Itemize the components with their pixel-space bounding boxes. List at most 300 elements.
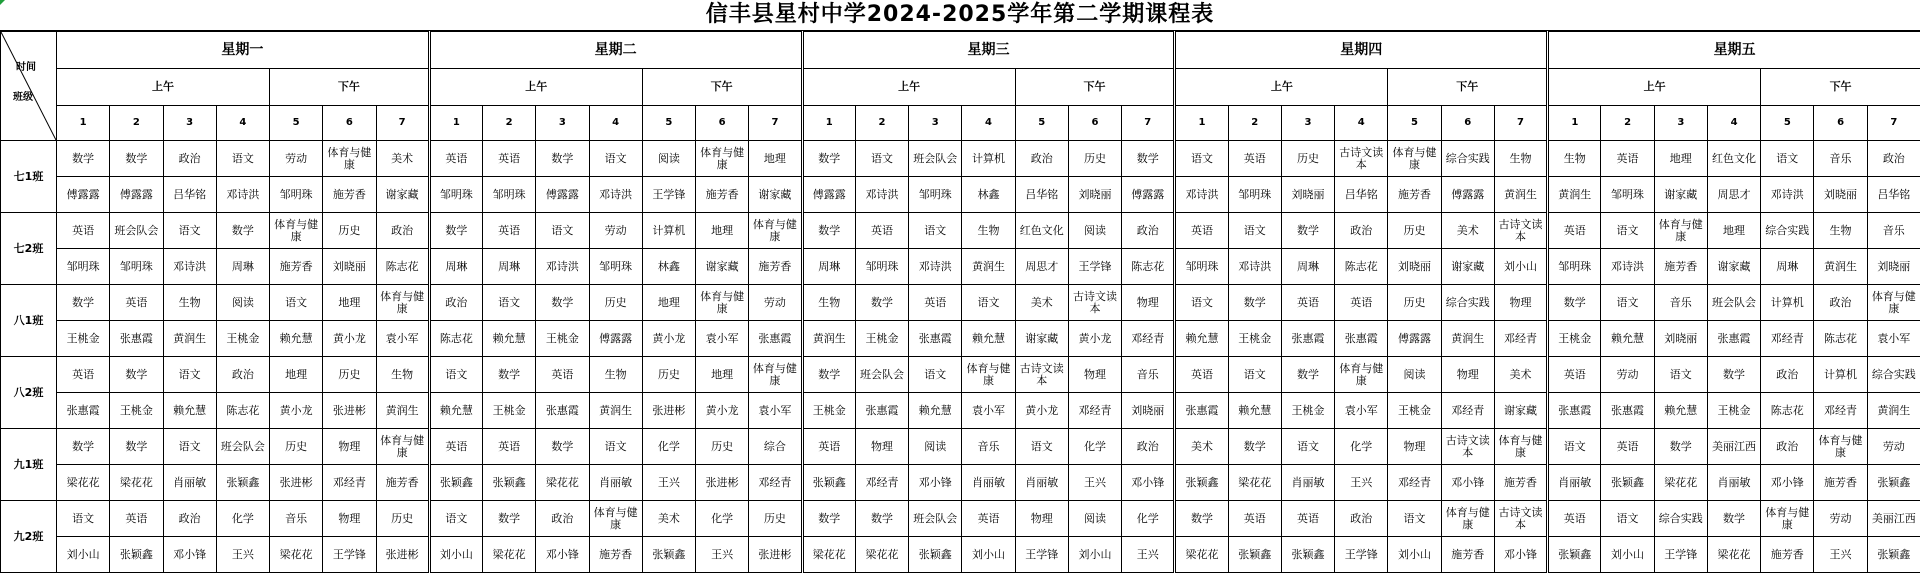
- teacher-cell: 黄润生: [1548, 177, 1601, 213]
- teacher-cell: 邹明珠: [270, 177, 323, 213]
- teacher-cell: 王桃金: [1388, 393, 1441, 429]
- teacher-cell: 邓诗洪: [536, 249, 589, 285]
- subject-cell: 政治: [1867, 141, 1920, 177]
- subject-cell: 计算机: [1814, 357, 1867, 393]
- afternoon-header: 下午: [270, 69, 430, 106]
- class-label: 八1班: [1, 285, 57, 357]
- corner-diagonal: [1, 32, 56, 140]
- teacher-cell: 刘小山: [429, 537, 482, 573]
- afternoon-header: 下午: [1015, 69, 1175, 106]
- teacher-cell: 施芳香: [270, 249, 323, 285]
- period-number: 3: [536, 106, 589, 141]
- teacher-cell: 黄小龙: [1015, 393, 1068, 429]
- subject-cell: 数学: [483, 501, 536, 537]
- teacher-cell: 梁花花: [270, 537, 323, 573]
- subject-cell: 政治: [1015, 141, 1068, 177]
- subject-cell: 数学: [1281, 213, 1334, 249]
- subject-cell: 阅读: [1388, 357, 1441, 393]
- subject-cell: 计算机: [642, 213, 695, 249]
- teacher-cell: 施芳香: [1494, 465, 1547, 501]
- teacher-cell: 张颖鑫: [1601, 465, 1654, 501]
- period-number: 5: [1761, 106, 1814, 141]
- teacher-cell: 周思才: [1707, 177, 1760, 213]
- subject-cell: 数学: [1707, 501, 1760, 537]
- subject-cell: 劳动: [589, 213, 642, 249]
- teacher-cell: 张颖鑫: [1281, 537, 1334, 573]
- subject-cell: 物理: [1015, 501, 1068, 537]
- teacher-cell: 张惠霞: [536, 393, 589, 429]
- subject-cell: 班会队会: [855, 357, 908, 393]
- subject-cell: 语文: [909, 213, 962, 249]
- period-number: 7: [749, 106, 802, 141]
- teacher-cell: 施芳香: [589, 537, 642, 573]
- teacher-cell: 刘晓丽: [1281, 177, 1334, 213]
- subject-cell: 历史: [1388, 213, 1441, 249]
- subject-cell: 语文: [1601, 213, 1654, 249]
- teacher-cell: 邓诗洪: [909, 249, 962, 285]
- subject-cell: 美术: [1494, 357, 1547, 393]
- subject-cell: 体育与健康: [323, 141, 376, 177]
- teacher-cell: 邓小锋: [163, 537, 216, 573]
- teacher-cell: 袁小军: [696, 321, 749, 357]
- teacher-cell: 赖允慧: [163, 393, 216, 429]
- teacher-cell: 邓经青: [1814, 393, 1867, 429]
- teacher-cell: 张颖鑫: [1548, 537, 1601, 573]
- subject-cell: 阅读: [642, 141, 695, 177]
- subject-cell: 物理: [323, 501, 376, 537]
- subject-cell: 政治: [216, 357, 269, 393]
- subject-cell: 生物: [1814, 213, 1867, 249]
- subject-cell: 历史: [270, 429, 323, 465]
- sheet-title: [0, 0, 1920, 31]
- subject-cell: 数学: [802, 141, 855, 177]
- teacher-cell: 施芳香: [696, 177, 749, 213]
- subject-cell: 数学: [536, 429, 589, 465]
- subject-cell: 综合实践: [1654, 501, 1707, 537]
- teacher-cell: 黄润生: [376, 393, 429, 429]
- teacher-cell: 邹明珠: [429, 177, 482, 213]
- teacher-cell: 陈志花: [376, 249, 429, 285]
- subject-cell: 英语: [483, 429, 536, 465]
- teacher-cell: 谢家藏: [1441, 249, 1494, 285]
- subject-cell: 数学: [1281, 357, 1334, 393]
- teacher-cell: 谢家藏: [1494, 393, 1547, 429]
- teacher-cell: 赖允慧: [962, 321, 1015, 357]
- subject-cell: 体育与健康: [376, 285, 429, 321]
- subject-cell: 数学: [57, 285, 110, 321]
- subject-cell: 英语: [536, 357, 589, 393]
- teacher-cell: 王兴: [216, 537, 269, 573]
- teacher-cell: 陈志花: [1122, 249, 1175, 285]
- subject-cell: 语文: [163, 213, 216, 249]
- subject-cell: 综合实践: [1441, 285, 1494, 321]
- subject-cell: 生物: [1548, 141, 1601, 177]
- subject-cell: 体育与健康: [1441, 501, 1494, 537]
- teacher-cell: 王桃金: [1707, 393, 1760, 429]
- subject-cell: 语文: [163, 357, 216, 393]
- subject-cell: 政治: [1761, 429, 1814, 465]
- corner-class-label: 班级: [13, 92, 33, 103]
- class-label: 七2班: [1, 213, 57, 285]
- period-number: 2: [110, 106, 163, 141]
- subject-cell: 历史: [376, 501, 429, 537]
- teacher-cell: 邓经青: [323, 465, 376, 501]
- period-number: 2: [1601, 106, 1654, 141]
- subject-cell: 语文: [909, 357, 962, 393]
- teacher-cell: 张进彬: [749, 537, 802, 573]
- teacher-cell: 黄小龙: [270, 393, 323, 429]
- subject-cell: 体育与健康: [1654, 213, 1707, 249]
- subject-cell: 综合实践: [1441, 141, 1494, 177]
- subject-cell: 语文: [1228, 213, 1281, 249]
- subject-cell: 英语: [1228, 501, 1281, 537]
- period-number: 6: [696, 106, 749, 141]
- subject-cell: 语文: [1761, 141, 1814, 177]
- subject-cell: 数学: [1707, 357, 1760, 393]
- subject-cell: 音乐: [1654, 285, 1707, 321]
- subject-cell: 班会队会: [909, 501, 962, 537]
- period-number: 2: [483, 106, 536, 141]
- teacher-cell: 傅露露: [1441, 177, 1494, 213]
- teacher-cell: 刘晓丽: [1388, 249, 1441, 285]
- subject-cell: 语文: [429, 501, 482, 537]
- teacher-cell: 刘小山: [1388, 537, 1441, 573]
- teacher-cell: 邓诗洪: [855, 177, 908, 213]
- subject-cell: 政治: [1335, 501, 1388, 537]
- day-header: 星期二: [429, 32, 802, 69]
- teacher-cell: 邓经青: [749, 465, 802, 501]
- teacher-cell: 梁花花: [536, 465, 589, 501]
- subject-cell: 数学: [802, 213, 855, 249]
- teacher-cell: 林鑫: [642, 249, 695, 285]
- teacher-cell: 施芳香: [376, 465, 429, 501]
- afternoon-header: 下午: [1761, 69, 1920, 106]
- teacher-cell: 王学锋: [642, 177, 695, 213]
- subject-cell: 数学: [1122, 141, 1175, 177]
- subject-cell: 政治: [1122, 429, 1175, 465]
- teacher-cell: 邓经青: [1122, 321, 1175, 357]
- teacher-cell: 王兴: [1068, 465, 1121, 501]
- subject-cell: 历史: [589, 285, 642, 321]
- subject-cell: 语文: [1175, 285, 1228, 321]
- teacher-cell: 陈志花: [216, 393, 269, 429]
- subject-cell: 物理: [323, 429, 376, 465]
- subject-cell: 地理: [1707, 213, 1760, 249]
- subject-cell: 数学: [536, 141, 589, 177]
- teacher-cell: 王桃金: [536, 321, 589, 357]
- subject-cell: 英语: [802, 429, 855, 465]
- teacher-cell: 邹明珠: [1548, 249, 1601, 285]
- teacher-cell: 邓小锋: [909, 465, 962, 501]
- teacher-cell: 张惠霞: [749, 321, 802, 357]
- subject-cell: 英语: [429, 141, 482, 177]
- teacher-cell: 王兴: [1814, 537, 1867, 573]
- subject-cell: 美术: [1441, 213, 1494, 249]
- teacher-cell: 王桃金: [1548, 321, 1601, 357]
- teacher-cell: 刘小山: [1494, 249, 1547, 285]
- period-number: 5: [1388, 106, 1441, 141]
- teacher-cell: 邓诗洪: [1761, 177, 1814, 213]
- teacher-cell: 肖丽敏: [1707, 465, 1760, 501]
- subject-cell: 阅读: [1068, 501, 1121, 537]
- subject-cell: 体育与健康: [749, 213, 802, 249]
- subject-cell: 历史: [323, 213, 376, 249]
- subject-cell: 地理: [270, 357, 323, 393]
- subject-cell: 生物: [1494, 141, 1547, 177]
- subject-cell: 劳动: [270, 141, 323, 177]
- period-number: 5: [1015, 106, 1068, 141]
- teacher-cell: 陈志花: [429, 321, 482, 357]
- teacher-cell: 张颖鑫: [1867, 537, 1920, 573]
- subject-cell: 历史: [642, 357, 695, 393]
- teacher-cell: 张惠霞: [1548, 393, 1601, 429]
- teacher-cell: 刘晓丽: [1068, 177, 1121, 213]
- period-number: 4: [962, 106, 1015, 141]
- teacher-cell: 邹明珠: [855, 249, 908, 285]
- subject-cell: 体育与健康: [1388, 141, 1441, 177]
- teacher-cell: 邹明珠: [589, 249, 642, 285]
- period-number: 2: [855, 106, 908, 141]
- teacher-cell: 肖丽敏: [1015, 465, 1068, 501]
- subject-cell: 美术: [1015, 285, 1068, 321]
- teacher-cell: 赖允慧: [483, 321, 536, 357]
- teacher-cell: 邓经青: [855, 465, 908, 501]
- teacher-cell: 赖允慧: [1175, 321, 1228, 357]
- teacher-cell: 周琳: [1761, 249, 1814, 285]
- subject-cell: 英语: [483, 141, 536, 177]
- period-number: 2: [1228, 106, 1281, 141]
- class-label: 九1班: [1, 429, 57, 501]
- teacher-cell: 邹明珠: [483, 177, 536, 213]
- teacher-cell: 邹明珠: [110, 249, 163, 285]
- teacher-cell: 周思才: [1015, 249, 1068, 285]
- period-number: 6: [1068, 106, 1121, 141]
- teacher-cell: 梁花花: [483, 537, 536, 573]
- teacher-cell: 赖允慧: [1654, 393, 1707, 429]
- morning-header: 上午: [1548, 69, 1761, 106]
- subject-cell: 计算机: [962, 141, 1015, 177]
- subject-cell: 政治: [1335, 213, 1388, 249]
- subject-cell: 数学: [1228, 285, 1281, 321]
- teacher-cell: 王兴: [642, 465, 695, 501]
- teacher-cell: 邓小锋: [1494, 537, 1547, 573]
- subject-cell: 综合实践: [1761, 213, 1814, 249]
- teacher-cell: 周琳: [802, 249, 855, 285]
- subject-cell: 英语: [1175, 213, 1228, 249]
- teacher-cell: 王学锋: [323, 537, 376, 573]
- teacher-cell: 王桃金: [1281, 393, 1334, 429]
- teacher-cell: 傅露露: [1122, 177, 1175, 213]
- teacher-cell: 赖允慧: [909, 393, 962, 429]
- subject-cell: 历史: [749, 501, 802, 537]
- subject-cell: 美丽江西: [1867, 501, 1920, 537]
- subject-cell: 语文: [1601, 501, 1654, 537]
- teacher-cell: 张惠霞: [909, 321, 962, 357]
- period-number: 3: [1281, 106, 1334, 141]
- subject-cell: 体育与健康: [696, 285, 749, 321]
- subject-cell: 体育与健康: [696, 141, 749, 177]
- teacher-cell: 张惠霞: [855, 393, 908, 429]
- subject-cell: 英语: [1601, 429, 1654, 465]
- teacher-cell: 王学锋: [1015, 537, 1068, 573]
- subject-cell: 美术: [642, 501, 695, 537]
- teacher-cell: 袁小军: [1867, 321, 1920, 357]
- teacher-cell: 邓诗洪: [1175, 177, 1228, 213]
- subject-cell: 劳动: [1601, 357, 1654, 393]
- subject-cell: 综合: [749, 429, 802, 465]
- day-header: 星期三: [802, 32, 1175, 69]
- morning-header: 上午: [1175, 69, 1388, 106]
- teacher-cell: 张颖鑫: [483, 465, 536, 501]
- subject-cell: 语文: [855, 141, 908, 177]
- header-corner: [1, 32, 57, 141]
- teacher-cell: 邓小锋: [1441, 465, 1494, 501]
- teacher-cell: 张惠霞: [1335, 321, 1388, 357]
- period-number: 1: [429, 106, 482, 141]
- teacher-cell: 张惠霞: [1707, 321, 1760, 357]
- teacher-cell: 袁小军: [749, 393, 802, 429]
- teacher-cell: 施芳香: [749, 249, 802, 285]
- class-label: 九2班: [1, 501, 57, 573]
- teacher-cell: 梁花花: [1707, 537, 1760, 573]
- subject-cell: 红色文化: [1707, 141, 1760, 177]
- subject-cell: 物理: [1122, 285, 1175, 321]
- period-number: 7: [1867, 106, 1920, 141]
- subject-cell: 语文: [1228, 357, 1281, 393]
- teacher-cell: 黄小龙: [323, 321, 376, 357]
- teacher-cell: 谢家藏: [749, 177, 802, 213]
- teacher-cell: 梁花花: [1228, 465, 1281, 501]
- teacher-cell: 王桃金: [1228, 321, 1281, 357]
- teacher-cell: 王学锋: [1654, 537, 1707, 573]
- subject-cell: 英语: [110, 501, 163, 537]
- teacher-cell: 张颖鑫: [429, 465, 482, 501]
- subject-cell: 数学: [57, 429, 110, 465]
- teacher-cell: 肖丽敏: [1548, 465, 1601, 501]
- subject-cell: 综合实践: [1867, 357, 1920, 393]
- subject-cell: 英语: [483, 213, 536, 249]
- teacher-cell: 傅露露: [110, 177, 163, 213]
- teacher-cell: 肖丽敏: [163, 465, 216, 501]
- subject-cell: 政治: [163, 141, 216, 177]
- subject-cell: 化学: [1122, 501, 1175, 537]
- subject-cell: 美术: [376, 141, 429, 177]
- subject-cell: 数学: [110, 141, 163, 177]
- subject-cell: 英语: [57, 357, 110, 393]
- teacher-cell: 梁花花: [110, 465, 163, 501]
- teacher-cell: 陈志花: [1814, 321, 1867, 357]
- subject-cell: 地理: [1654, 141, 1707, 177]
- subject-cell: 语文: [483, 285, 536, 321]
- subject-cell: 语文: [589, 429, 642, 465]
- subject-cell: 历史: [1068, 141, 1121, 177]
- subject-cell: 语文: [216, 141, 269, 177]
- subject-cell: 数学: [855, 285, 908, 321]
- teacher-cell: 王兴: [696, 537, 749, 573]
- period-number: 6: [1814, 106, 1867, 141]
- teacher-cell: 梁花花: [855, 537, 908, 573]
- teacher-cell: 王桃金: [483, 393, 536, 429]
- subject-cell: 语文: [429, 357, 482, 393]
- subject-cell: 数学: [802, 501, 855, 537]
- subject-cell: 数学: [536, 285, 589, 321]
- teacher-cell: 张颖鑫: [110, 537, 163, 573]
- subject-cell: 数学: [855, 501, 908, 537]
- subject-cell: 数学: [1654, 429, 1707, 465]
- teacher-cell: 刘晓丽: [1867, 249, 1920, 285]
- subject-cell: 地理: [696, 357, 749, 393]
- teacher-cell: 黄润生: [802, 321, 855, 357]
- subject-cell: 地理: [642, 285, 695, 321]
- afternoon-header: 下午: [642, 69, 802, 106]
- teacher-cell: 邓经青: [1441, 393, 1494, 429]
- teacher-cell: 邹明珠: [1601, 177, 1654, 213]
- period-number: 3: [163, 106, 216, 141]
- teacher-cell: 王学锋: [1068, 249, 1121, 285]
- subject-cell: 体育与健康: [1761, 501, 1814, 537]
- period-number: 1: [57, 106, 110, 141]
- subject-cell: 英语: [1548, 357, 1601, 393]
- teacher-cell: 周琳: [429, 249, 482, 285]
- teacher-cell: 周琳: [1281, 249, 1334, 285]
- subject-cell: 生物: [589, 357, 642, 393]
- subject-cell: 语文: [1548, 429, 1601, 465]
- subject-cell: 数学: [483, 357, 536, 393]
- teacher-cell: 王兴: [1122, 537, 1175, 573]
- teacher-cell: 邓经青: [1494, 321, 1547, 357]
- subject-cell: 语文: [270, 285, 323, 321]
- subject-cell: 物理: [855, 429, 908, 465]
- teacher-cell: 刘小山: [57, 537, 110, 573]
- teacher-cell: 谢家藏: [376, 177, 429, 213]
- class-label: 七1班: [1, 141, 57, 213]
- teacher-cell: 邓经青: [1068, 393, 1121, 429]
- subject-cell: 班会队会: [1707, 285, 1760, 321]
- teacher-cell: 施芳香: [1814, 465, 1867, 501]
- sheet-title-text: 信丰县星村中学2024-2025学年第二学期课程表: [705, 2, 1215, 27]
- morning-header: 上午: [429, 69, 642, 106]
- teacher-cell: 邓诗洪: [163, 249, 216, 285]
- teacher-cell: 王桃金: [216, 321, 269, 357]
- subject-cell: 英语: [909, 285, 962, 321]
- period-number: 1: [1548, 106, 1601, 141]
- teacher-cell: 邓经青: [1388, 465, 1441, 501]
- teacher-cell: 黄润生: [1867, 393, 1920, 429]
- subject-cell: 历史: [1388, 285, 1441, 321]
- subject-cell: 语文: [1015, 429, 1068, 465]
- teacher-cell: 黄润生: [962, 249, 1015, 285]
- cell-marker: [0, 0, 5, 5]
- subject-cell: 体育与健康: [962, 357, 1015, 393]
- teacher-cell: 黄润生: [1814, 249, 1867, 285]
- teacher-cell: 刘晓丽: [323, 249, 376, 285]
- subject-cell: 班会队会: [216, 429, 269, 465]
- subject-cell: 阅读: [1068, 213, 1121, 249]
- teacher-cell: 黄小龙: [642, 321, 695, 357]
- subject-cell: 古诗文读本: [1015, 357, 1068, 393]
- teacher-cell: 肖丽敏: [1281, 465, 1334, 501]
- subject-cell: 音乐: [270, 501, 323, 537]
- teacher-cell: 梁花花: [1175, 537, 1228, 573]
- subject-cell: 计算机: [1761, 285, 1814, 321]
- teacher-cell: 邓经青: [1761, 321, 1814, 357]
- subject-cell: 生物: [962, 213, 1015, 249]
- teacher-cell: 黄润生: [1494, 177, 1547, 213]
- subject-cell: 地理: [323, 285, 376, 321]
- subject-cell: 体育与健康: [749, 357, 802, 393]
- teacher-cell: 张颖鑫: [909, 537, 962, 573]
- subject-cell: 数学: [57, 141, 110, 177]
